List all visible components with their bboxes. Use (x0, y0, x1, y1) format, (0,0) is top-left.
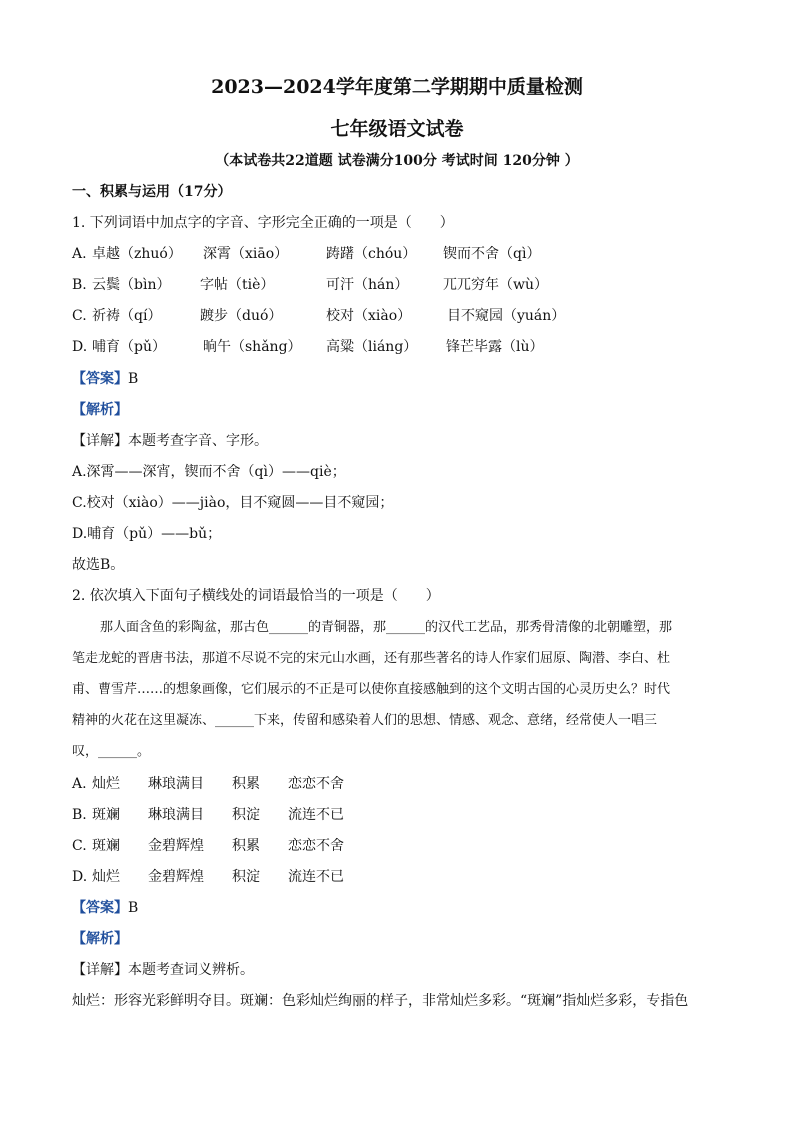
q1-option-label: C. (72, 308, 87, 324)
q1-option-item: 云鬓（bìn） (92, 277, 171, 293)
passage-line: 笔走龙蛇的晋唐书法，那道不尽说不完的宋元山水画，还有那些著名的诗人作家们屈原、陶潜、李白、杜 (72, 651, 671, 666)
q2-option-label: A. (72, 776, 87, 792)
q2-option-label: C. (72, 838, 87, 854)
q2-option-item: 灿烂 (92, 776, 120, 792)
detail-text: 本题考查词义辨析。 (128, 962, 254, 978)
detail-tag: 【详解】 (72, 433, 128, 449)
q2-explanation-line: 灿烂：形容光彩鲜明夺目。斑斓：色彩灿烂绚丽的样子，非常灿烂多彩。“斑斓”指灿烂多彩，专指色 (72, 993, 689, 1009)
passage-line: 叹，______。 (72, 744, 151, 759)
q1-option-item: 哺育（pǔ） (92, 339, 166, 355)
q2-option-item: 积淀 (232, 869, 260, 885)
detail-tag: 【详解】 (72, 962, 128, 978)
q2-answer (72, 899, 138, 917)
exam-info: （本试卷共22道题 试卷满分100分 考试时间 120分钟 ） (215, 153, 579, 169)
section-heading: 一、积累与运用（17分） (72, 184, 232, 200)
q1-option-item: 踱步（duó） (200, 308, 283, 324)
passage-line: 甫、曹雪芹……的想象画像，它们展示的不正是可以使你直接感触到的这个文明古国的心灵历史么？时代 (72, 682, 671, 697)
q2-option-item: 积累 (232, 838, 260, 854)
exam-title: 2023—2024学年度第二学期期中质量检测 (211, 76, 583, 98)
q1-option-label: B. (72, 277, 87, 293)
q1-option-item: 高粱（liáng） (326, 339, 418, 355)
q1-conclusion: 故选B。 (72, 557, 125, 573)
q2-option-item: 积淀 (232, 807, 260, 823)
q2-option-item: 斑斓 (92, 838, 120, 854)
q2-option-item: 流连不已 (288, 807, 344, 823)
q1-stem: 1. 下列词语中加点字的字音、字形完全正确的一项是（ ） (72, 215, 454, 231)
q1-option-item: 踌躇（chóu） (326, 246, 417, 262)
q2-option-item: 琳琅满目 (148, 776, 204, 792)
q2-option-item: 灿烂 (92, 869, 120, 885)
q1-option-label: D. (72, 339, 88, 355)
answer-tag: 【答案】 (72, 371, 128, 387)
q2-option-label: D. (72, 869, 88, 885)
q1-option-item: 锋芒毕露（lù） (446, 339, 544, 355)
q1-explanation-line: C.校对（xiào）——jiào，目不窥圆——目不窥园； (72, 495, 394, 511)
q2-option-item: 积累 (232, 776, 260, 792)
exam-subtitle: 七年级语文试卷 (330, 118, 464, 140)
q1-option-item: 晌午（shǎng） (203, 339, 302, 355)
answer-value: B (128, 371, 139, 387)
passage-line: 那人面含鱼的彩陶盆，那古色______的青铜器，那______的汉代工艺品，那秀骨清像的北朝雕塑，那 (100, 620, 673, 635)
q1-option-item: 兀兀穷年（wù） (443, 277, 548, 293)
answer-value: B (128, 900, 139, 916)
q1-analysis-tag: 【解析】 (72, 402, 128, 418)
answer-tag: 【答案】 (72, 900, 128, 916)
q2-option-item: 恋恋不舍 (288, 776, 344, 792)
q2-analysis-tag: 【解析】 (72, 931, 128, 947)
q2-option-item: 金碧辉煌 (148, 869, 204, 885)
q1-option-item: 可汗（hán） (326, 277, 409, 293)
q2-option-item: 恋恋不舍 (288, 838, 344, 854)
q1-explanation-line: D.哺育（pǔ）——bǔ； (72, 526, 222, 542)
q1-option-item: 锲而不舍（qì） (443, 246, 541, 262)
q1-option-item: 校对（xiào） (326, 308, 412, 324)
q2-option-label: B. (72, 807, 87, 823)
q2-option-item: 斑斓 (92, 807, 120, 823)
q1-option-item: 字帖（tiè） (200, 277, 275, 293)
q2-stem: 2. 依次填入下面句子横线处的词语最恰当的一项是（ ） (72, 588, 440, 604)
q2-option-item: 流连不已 (288, 869, 344, 885)
q1-option-item: 深霄（xiāo） (203, 246, 289, 262)
q2-option-item: 金碧辉煌 (148, 838, 204, 854)
q1-option-item: 目不窥园（yuán） (447, 308, 566, 324)
q2-option-item: 琳琅满目 (148, 807, 204, 823)
detail-text: 本题考查字音、字形。 (128, 433, 268, 449)
q1-detail (72, 432, 268, 450)
q2-detail (72, 961, 254, 979)
q2-passage (72, 612, 718, 767)
q1-explanation-line: A.深霄——深宵，锲而不舍（qì）——qiè； (72, 464, 346, 480)
q1-option-label: A. (72, 246, 87, 262)
q1-option-item: 卓越（zhuó） (92, 246, 182, 262)
passage-line: 精神的火花在这里凝冻、______下来，传留和感染着人们的思想、情感、观念、意绪，经常使人一唱三 (72, 713, 658, 728)
q1-answer (72, 370, 138, 388)
q1-option-item: 祈祷（qí） (92, 308, 162, 324)
